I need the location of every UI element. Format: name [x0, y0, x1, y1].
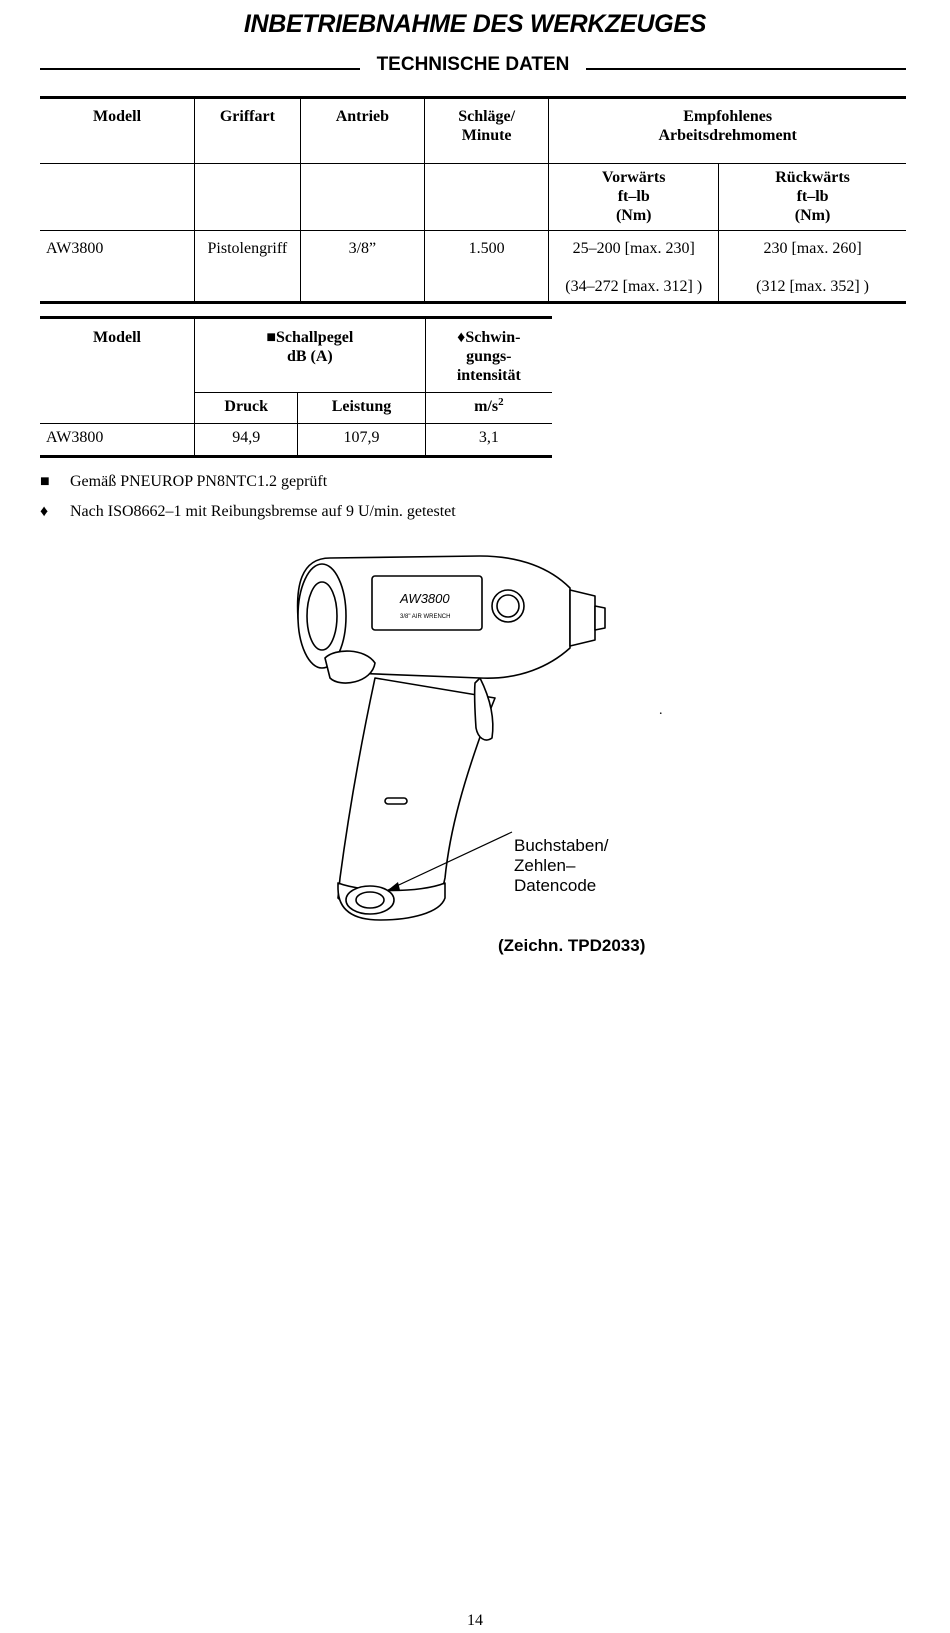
sound-header-row [40, 318, 552, 393]
spec-subheader-row [40, 164, 906, 231]
col-header-leistung: Leistung [298, 393, 425, 424]
stray-mark: . [659, 703, 663, 718]
cell-modell: AW3800 [40, 424, 195, 457]
nose [570, 590, 595, 646]
schwingung-line1 [426, 328, 552, 347]
cell-druck: 94,9 [195, 424, 298, 457]
footnote-schallpegel [40, 473, 327, 491]
impact-wrench-illustration [280, 548, 680, 928]
nameplate-sub-text: 3/8" AIR WRENCH [400, 614, 451, 620]
figure-caption: (Zeichn. TPD2033) [498, 936, 646, 955]
callout-line1: Buchstaben/ [514, 836, 609, 855]
torque-line1: Empfohlenes [683, 108, 773, 125]
sound-table [40, 316, 552, 458]
page-number: 14 [467, 1612, 483, 1629]
rueckwaerts-line3: (Nm) [794, 207, 831, 224]
schwingung-line2: gungs- [466, 348, 512, 365]
col-header-schallpegel [195, 318, 426, 393]
grip-slot [385, 798, 407, 804]
rueckwaerts-nm-value: (312 [max. 352] ) [756, 278, 869, 295]
col-header-unit [425, 393, 552, 424]
cell-antrieb: 3/8” [300, 231, 424, 303]
callout-line3: Datencode [514, 876, 597, 895]
col-header-druck: Druck [195, 393, 298, 424]
nameplate-model-text: AW3800 [400, 591, 450, 606]
vorwaerts-ftlb-value: 25–200 [max. 230] [572, 240, 695, 257]
spec-header-row [40, 98, 906, 164]
col-header-vorwaerts [549, 164, 719, 231]
vorwaerts-line3: (Nm) [615, 207, 652, 224]
schallpegel-line2: dB (A) [286, 348, 333, 365]
col-header-torque [549, 98, 906, 164]
col-header-griffart: Griffart [195, 98, 301, 164]
callout-line2: Zehlen– [514, 856, 576, 875]
cell-schlaege: 1.500 [425, 231, 549, 303]
vorwaerts-line1: Vorwärts [602, 169, 666, 186]
torque-line2: Arbeitsdrehmoment [658, 127, 797, 144]
rueckwaerts-ftlb-value: 230 [max. 260] [763, 240, 862, 257]
empty-cell [300, 164, 424, 231]
schwingung-label: Schwin- [465, 329, 521, 346]
table-row [40, 231, 906, 303]
footnote-text: Gemäß PNEUROP PN8NTC1.2 geprüft [70, 473, 328, 490]
vorwaerts-nm-value: (34–272 [max. 312] ) [565, 278, 703, 295]
cell-modell: AW3800 [40, 231, 195, 303]
col-header-schlaege [425, 98, 549, 164]
empty-cell [40, 164, 195, 231]
diamond-bullet-icon: ♦ [457, 329, 466, 346]
col-header-modell: Modell [40, 318, 195, 393]
col-header-antrieb: Antrieb [300, 98, 424, 164]
table-row [40, 424, 552, 457]
empty-cell [40, 393, 195, 424]
empty-cell [195, 164, 301, 231]
schwingung-line3: intensität [456, 367, 521, 384]
rueckwaerts-line2: ft–lb [796, 188, 829, 205]
spec-table [40, 96, 906, 304]
footnote-schwingung [40, 503, 456, 521]
grip-outline [338, 678, 495, 907]
trigger [475, 678, 493, 740]
empty-cell [425, 164, 549, 231]
reverse-valve [325, 651, 375, 683]
cell-schwingung: 3,1 [425, 424, 552, 457]
section-rule-right [586, 68, 906, 70]
schallpegel-line1 [195, 328, 425, 347]
square-bullet-icon: ■ [266, 329, 276, 346]
unit-base: m/s [474, 398, 499, 415]
cell-leistung: 107,9 [298, 424, 425, 457]
diamond-bullet-icon: ♦ [40, 503, 49, 520]
schallpegel-label: Schallpegel [276, 329, 354, 346]
schlaege-line2: Minute [461, 127, 512, 144]
square-bullet-icon: ■ [40, 473, 50, 490]
col-header-modell: Modell [40, 98, 195, 164]
section-title: TECHNISCHE DATEN [376, 54, 570, 75]
rueckwaerts-line1: Rückwärts [775, 169, 850, 186]
sound-subheader-row [40, 393, 552, 424]
footnote-text: Nach ISO8662–1 mit Reibungsbremse auf 9 U/min. getestet [70, 503, 456, 520]
schlaege-line1: Schläge/ [458, 108, 516, 125]
callout-label [514, 836, 609, 896]
col-header-schwingung [425, 318, 552, 393]
cell-vorwaerts [549, 231, 719, 303]
section-header [40, 54, 906, 80]
cell-griffart: Pistolengriff [195, 231, 301, 303]
col-header-rueckwaerts [719, 164, 906, 231]
cell-rueckwaerts [719, 231, 906, 303]
anvil [595, 606, 605, 630]
unit-exponent: 2 [498, 396, 504, 408]
vorwaerts-line2: ft–lb [617, 188, 650, 205]
page-title: INBETRIEBNAHME DES WERKZEUGES [243, 10, 707, 38]
